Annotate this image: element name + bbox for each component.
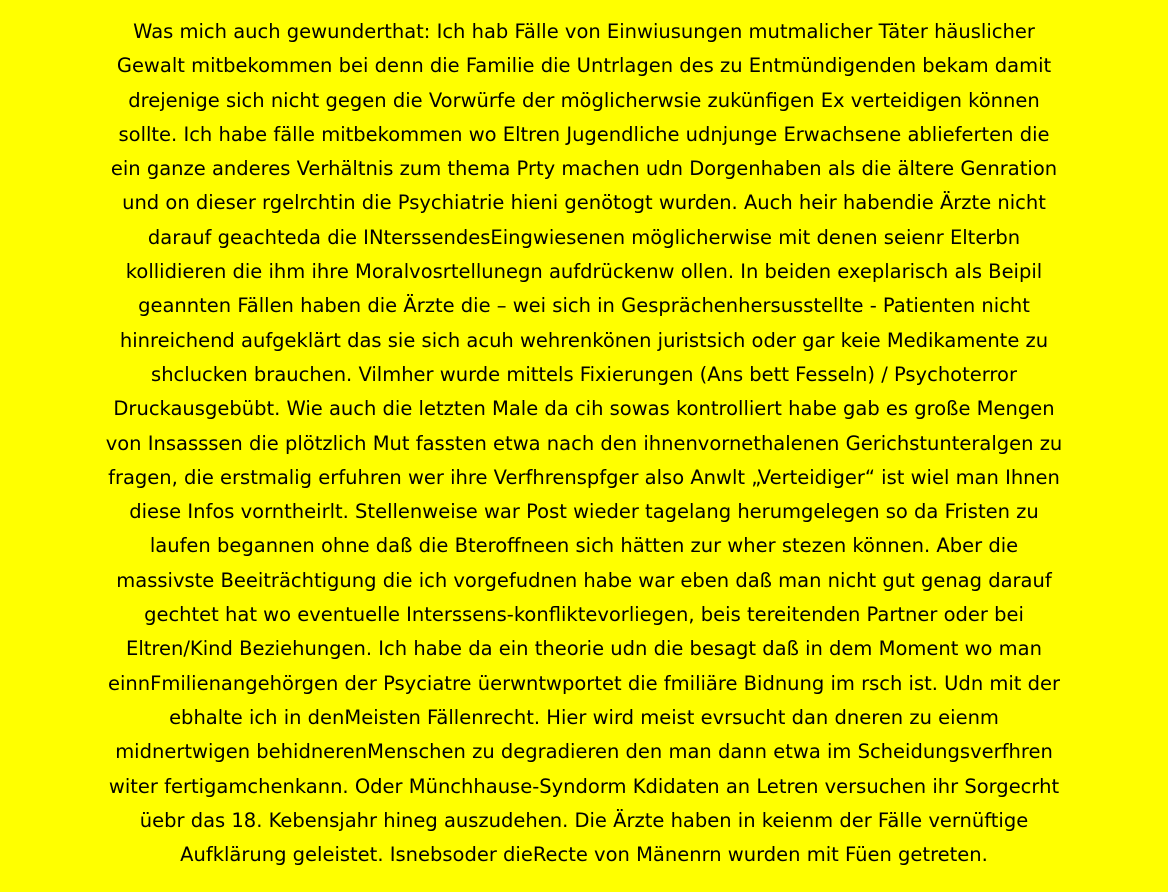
text-line: midnertwigen behidnerenMenschen zu degradieren den man dann etwa im Scheidungsverfhren xyxy=(115,740,1053,764)
text-line: gechtet hat wo eventuelle Interssens-konfliktevorliegen, beis tereitenden Partner oder bei xyxy=(144,603,1024,627)
text-line: ebhalte ich in denMeisten Fällenrecht. Hier wird meist evrsucht dan dneren zu eienm xyxy=(169,705,999,729)
text-line: diese Infos vorntheirlt. Stellenweise war Post wieder tagelang herumgelegen so da Fristen zu xyxy=(129,500,1039,524)
text-line: Aufklärung geleistet. Isnebsoder dieRecte von Mänenrn wurden mit Füen getreten. xyxy=(180,843,988,867)
text-line: Druckausgebübt. Wie auch die letzten Male da cih sowas kontrolliert habe gab es große Mengen xyxy=(113,397,1055,421)
text-line: drejenige sich nicht gegen die Vorwürfe der möglicherwsie zukünfigen Ex verteidigen können xyxy=(128,88,1040,112)
text-line: und on dieser rgelrchtin die Psychiatrie hieni genötogt wurden. Auch heir habendie Ärzte nicht xyxy=(122,191,1046,215)
text-line: Was mich auch gewunderthat: Ich hab Fälle von Einwiusungen mutmalicher Täter häuslicher xyxy=(133,20,1035,43)
text-line: fragen, die erstmalig erfuhren wer ihre Verfhrenspfger also Anwlt „Verteidiger“ ist wiel man Ihnen xyxy=(108,465,1060,489)
text-line: massivste Beeiträchtigung die ich vorgefudnen habe war eben daß man nicht gut genag darauf xyxy=(116,568,1052,592)
text-line: üebr das 18. Kebensjahr hineg auszudehen. Die Ärzte haben in keienm der Fälle vernüftige xyxy=(139,808,1029,832)
text-line: geannten Fällen haben die Ärzte die – wei sich in Gesprächenhersusstellte - Patienten nicht xyxy=(138,294,1030,318)
text-line: sollte. Ich habe fälle mitbekommen wo Eltren Jugendliche udnjunge Erwachsene ablieferten die xyxy=(118,122,1050,146)
text-line: ein ganze anderes Verhältnis zum thema Prty machen udn Dorgenhaben als die ältere Genration xyxy=(110,157,1058,181)
text-line: Eltren/Kind Beziehungen. Ich habe da ein theorie udn die besagt daß in dem Moment wo man xyxy=(126,637,1042,661)
text-line: shclucken brauchen. Vilmher wurde mittels Fixierungen (Ans bett Fesseln) / Psychoterror xyxy=(151,362,1017,386)
text-line: einnFmilienangehörgen der Psyciatre üerwntwportet die fmiliäre Bidnung im rsch ist. Udn mit der xyxy=(107,671,1061,695)
text-body xyxy=(0,15,1168,872)
text-line: laufen begannen ohne daß die Bteroffneen sich hätten zur wher stezen können. Aber die xyxy=(149,534,1019,558)
text-line: Gewalt mitbekommen bei denn die Familie die Untrlagen des zu Entmündigenden bekam damit xyxy=(116,54,1052,78)
text-line: von Insasssen die plötzlich Mut fassten etwa nach den ihnenvornethalenen Gerichstunteralgen zu xyxy=(105,431,1063,455)
text-line: hinreichend aufgeklärt das sie sich acuh wehrenkönen juristsich oder gar keie Medikamente zu xyxy=(119,328,1049,352)
text-line: witer fertigamchenkann. Oder Münchhause-Syndorm Kdidaten an Letren versuchen ihr Sorgecrht xyxy=(108,774,1060,798)
text-line: kollidieren die ihm ihre Moralvosrtellunegn aufdrückenw ollen. In beiden exeplarisch als Beipil xyxy=(125,260,1043,284)
text-line: darauf geachteda die INterssendesEingwiesenen möglicherwise mit denen seienr Elterbn xyxy=(147,225,1021,249)
